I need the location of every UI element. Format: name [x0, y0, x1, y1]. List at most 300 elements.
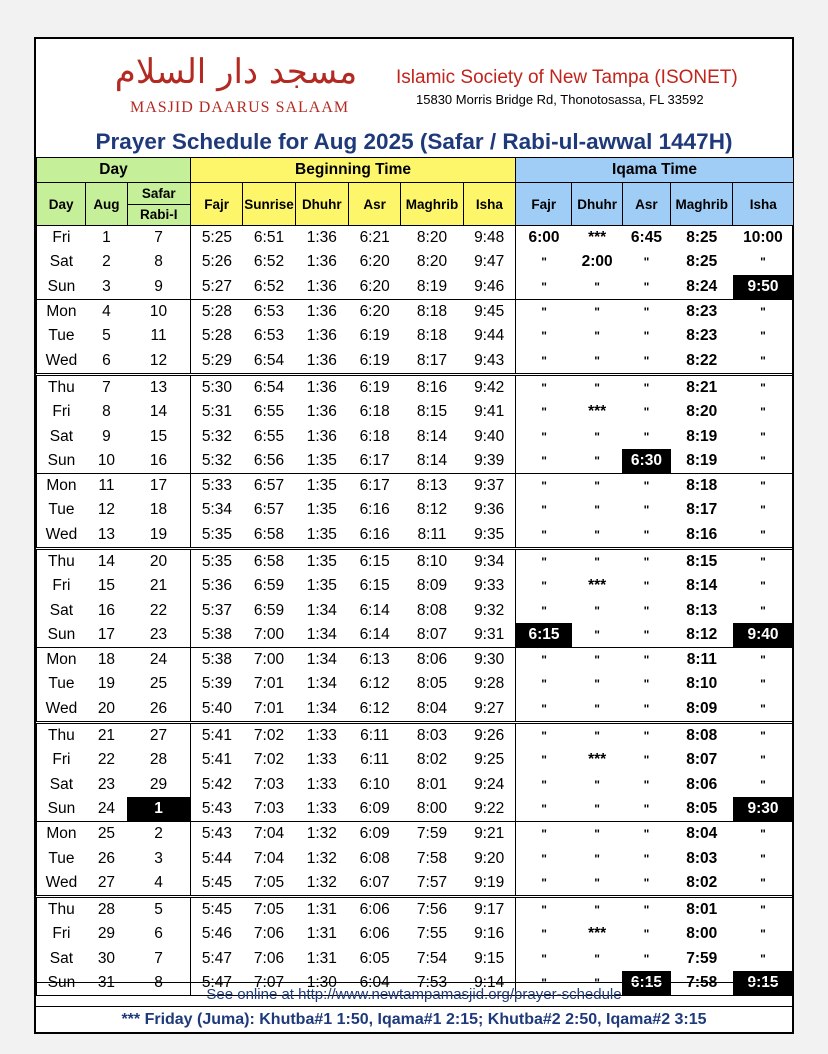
table-row: [37, 449, 794, 474]
cell-begin-asr: 6:18: [359, 427, 390, 445]
table-row: [37, 299, 794, 324]
cell-hijri: 9: [127, 275, 190, 300]
cell-begin-sunrise: 7:00: [243, 648, 295, 673]
cell-begin-maghrib: 7:54: [416, 949, 448, 967]
cell-begin-sunrise: 7:01: [253, 699, 285, 717]
cell-begin-fajr: 5:38: [190, 648, 242, 673]
cell-day: Sun: [37, 971, 86, 996]
col-begin-isha: Isha: [463, 183, 515, 226]
cell-iqama-maghrib: 8:08: [671, 722, 733, 748]
cell-begin-isha: 9:35: [463, 523, 515, 549]
cell-iqama-fajr: 6:00: [528, 229, 560, 247]
cell-iqama-isha: 10:00: [733, 226, 794, 251]
cell-iqama-asr: 6:15: [622, 971, 670, 996]
cell-begin-fajr: 5:32: [201, 427, 232, 445]
cell-iqama-isha: ": [733, 424, 794, 448]
cell-aug: 4: [86, 299, 127, 324]
cell-iqama-dhuhr: ": [572, 897, 622, 923]
cell-iqama-asr: ": [622, 473, 670, 498]
cell-begin-asr: 6:16: [359, 501, 390, 519]
cell-iqama-isha: ": [733, 574, 794, 598]
cell-begin-dhuhr: 1:35: [295, 449, 348, 474]
cell-begin-sunrise: 7:05: [243, 897, 295, 923]
cell-begin-maghrib: 8:18: [401, 299, 463, 324]
cell-iqama-fajr: ": [541, 503, 547, 518]
cell-begin-sunrise: 7:03: [243, 797, 295, 822]
cell-day: Sat: [37, 773, 86, 797]
table-row: [37, 897, 794, 923]
cell-iqama-maghrib: 8:20: [686, 403, 718, 421]
cell-day: Fri: [37, 226, 86, 251]
cell-iqama-asr: ": [622, 897, 670, 923]
cell-aug: 31: [86, 971, 127, 996]
col-begin-sunrise: Sunrise: [243, 183, 295, 226]
cell-iqama-dhuhr: ": [572, 971, 622, 996]
table-row: [37, 947, 794, 971]
cell-iqama-fajr: ": [541, 677, 547, 692]
cell-iqama-maghrib: 8:03: [686, 849, 718, 867]
cell-iqama-fajr: ": [516, 548, 572, 574]
cell-iqama-dhuhr: ": [572, 374, 622, 400]
cell-hijri: 15: [127, 424, 190, 448]
cell-hijri: 19: [127, 523, 190, 549]
cell-aug: 28: [86, 897, 127, 923]
cell-begin-maghrib: 8:14: [401, 449, 463, 474]
logo-english-name: MASJID DAARUS SALAAM: [130, 99, 350, 116]
cell-aug: 10: [86, 449, 127, 474]
cell-iqama-maghrib: 8:25: [686, 253, 718, 271]
cell-begin-maghrib: 8:11: [417, 525, 447, 543]
cell-begin-asr: 6:20: [348, 275, 400, 300]
cell-begin-isha: 9:37: [463, 473, 515, 498]
cell-begin-dhuhr: 1:36: [306, 253, 337, 271]
cell-aug: 19: [97, 675, 116, 693]
cell-iqama-maghrib: 8:19: [686, 427, 718, 445]
cell-iqama-dhuhr: ": [594, 503, 600, 518]
cell-day: Sun: [37, 623, 86, 648]
cell-begin-sunrise: 6:58: [243, 548, 295, 574]
cell-hijri: 8: [127, 250, 190, 274]
cell-iqama-dhuhr: ": [572, 797, 622, 822]
cell-aug: 24: [86, 797, 127, 822]
table-row: [37, 498, 794, 522]
cell-iqama-dhuhr: ": [594, 353, 600, 368]
cell-iqama-asr: ": [643, 255, 650, 270]
cell-iqama-fajr: ": [541, 329, 547, 344]
cell-iqama-asr: ": [622, 722, 670, 748]
cell-begin-sunrise: 6:51: [253, 229, 285, 247]
cell-aug: 9: [102, 427, 111, 445]
cell-begin-dhuhr: 1:35: [295, 473, 348, 498]
cell-begin-sunrise: 7:06: [253, 949, 285, 967]
table-row: [37, 846, 794, 870]
cell-hijri: 7: [127, 947, 190, 971]
table-row: [37, 348, 794, 374]
cell-hijri: 1: [127, 797, 190, 822]
cell-aug: 12: [97, 501, 116, 519]
cell-begin-asr: 6:14: [359, 601, 390, 619]
beginning-time-header: Beginning Time: [190, 158, 515, 183]
cell-hijri: 23: [127, 623, 190, 648]
cell-aug: 15: [97, 577, 116, 595]
table-row: [37, 697, 794, 723]
organization-address: 15830 Morris Bridge Rd, Thonotosassa, FL 33592: [416, 92, 704, 107]
cell-hijri: 3: [127, 846, 190, 870]
cell-begin-asr: 6:11: [360, 751, 390, 769]
cell-iqama-dhuhr: ": [594, 527, 600, 542]
cell-begin-asr: 6:06: [359, 925, 390, 943]
col-hijri-safar: Safar: [128, 184, 190, 205]
cell-day: Thu: [37, 897, 86, 923]
cell-iqama-isha: ": [733, 846, 794, 870]
cell-iqama-fajr: ": [541, 753, 547, 768]
cell-begin-dhuhr: 1:33: [306, 751, 337, 769]
cell-begin-asr: 6:16: [359, 525, 390, 543]
cell-day: Thu: [37, 548, 86, 574]
cell-hijri: 22: [127, 598, 190, 622]
cell-begin-fajr: 5:32: [190, 449, 242, 474]
cell-iqama-dhuhr: ": [594, 777, 600, 792]
cell-begin-maghrib: 8:15: [416, 403, 448, 421]
cell-iqama-asr: ": [643, 527, 650, 542]
cell-day: Sat: [37, 424, 86, 448]
cell-day: Sun: [37, 797, 86, 822]
cell-iqama-isha: ": [733, 922, 794, 946]
col-iqama-isha: Isha: [733, 183, 794, 226]
cell-iqama-asr: ": [643, 777, 650, 792]
cell-begin-sunrise: 6:57: [253, 501, 285, 519]
cell-day: Fri: [37, 748, 86, 772]
cell-iqama-dhuhr: ": [572, 822, 622, 847]
cell-begin-fajr: 5:26: [201, 253, 232, 271]
table-row: [37, 623, 794, 648]
cell-iqama-fajr: 6:15: [516, 623, 572, 648]
cell-begin-maghrib: 8:10: [401, 548, 463, 574]
cell-begin-asr: 6:09: [348, 797, 400, 822]
cell-iqama-isha: ": [733, 697, 794, 723]
cell-begin-fajr: 5:38: [190, 623, 242, 648]
cell-hijri: 25: [127, 672, 190, 696]
cell-begin-asr: 6:04: [348, 971, 400, 996]
cell-begin-dhuhr: 1:34: [306, 675, 337, 693]
iqama-time-header: Iqama Time: [516, 158, 794, 183]
cell-iqama-isha: ": [733, 548, 794, 574]
cell-iqama-isha: ": [733, 773, 794, 797]
cell-begin-dhuhr: 1:36: [295, 374, 348, 400]
cell-day: Wed: [37, 697, 86, 723]
cell-day: Sun: [37, 449, 86, 474]
cell-begin-dhuhr: 1:33: [306, 775, 337, 793]
cell-hijri: 4: [127, 871, 190, 897]
cell-begin-dhuhr: 1:36: [295, 275, 348, 300]
cell-begin-isha: 9:27: [463, 697, 515, 723]
cell-begin-dhuhr: 1:31: [306, 925, 337, 943]
cell-aug: 18: [86, 648, 127, 673]
cell-begin-sunrise: 7:03: [253, 775, 285, 793]
cell-iqama-maghrib: 8:10: [686, 675, 718, 693]
cell-begin-maghrib: 7:55: [416, 925, 448, 943]
cell-begin-fajr: 5:29: [201, 351, 232, 369]
table-row: [37, 672, 794, 696]
cell-begin-asr: 6:18: [359, 403, 390, 421]
cell-begin-sunrise: 7:01: [253, 675, 285, 693]
cell-iqama-isha: ": [733, 400, 794, 424]
cell-iqama-maghrib: 8:21: [671, 374, 733, 400]
cell-begin-sunrise: 6:59: [253, 577, 285, 595]
cell-begin-dhuhr: 1:36: [306, 403, 337, 421]
cell-iqama-asr: ": [643, 353, 650, 368]
cell-iqama-dhuhr: ": [572, 299, 622, 324]
col-begin-fajr: Fajr: [190, 183, 242, 226]
cell-iqama-isha: 9:50: [733, 275, 794, 300]
cell-begin-maghrib: 8:12: [416, 501, 448, 519]
cell-begin-fajr: 5:41: [190, 722, 242, 748]
cell-aug: 30: [97, 949, 116, 967]
cell-aug: 7: [86, 374, 127, 400]
cell-iqama-dhuhr: ": [594, 677, 600, 692]
cell-aug: 17: [86, 623, 127, 648]
cell-begin-asr: 6:19: [359, 327, 390, 345]
cell-iqama-asr: ": [643, 875, 650, 890]
cell-hijri: 29: [127, 773, 190, 797]
cell-begin-isha: 9:19: [463, 871, 515, 897]
cell-hijri: 17: [127, 473, 190, 498]
cell-begin-maghrib: 8:19: [401, 275, 463, 300]
cell-iqama-maghrib: 8:25: [686, 229, 718, 247]
cell-aug: 25: [86, 822, 127, 847]
cell-iqama-dhuhr: ***: [588, 751, 607, 769]
schedule-title: Prayer Schedule for Aug 2025 (Safar / Rabi-ul-awwal 1447H): [95, 129, 733, 154]
table-row: [37, 473, 794, 498]
cell-begin-sunrise: 7:04: [243, 822, 295, 847]
cell-begin-maghrib: 7:58: [416, 849, 448, 867]
col-begin-maghrib: Maghrib: [401, 183, 463, 226]
cell-begin-sunrise: 6:52: [253, 253, 285, 271]
cell-iqama-fajr: ": [516, 971, 572, 996]
cell-iqama-isha: ": [733, 648, 794, 673]
cell-begin-fajr: 5:36: [201, 577, 232, 595]
cell-iqama-isha: 9:40: [733, 623, 794, 648]
cell-iqama-isha: ": [733, 498, 794, 522]
cell-begin-fajr: 5:35: [190, 548, 242, 574]
cell-begin-sunrise: 6:54: [253, 351, 285, 369]
cell-begin-isha: 9:46: [463, 275, 515, 300]
cell-iqama-asr: ": [622, 797, 670, 822]
cell-iqama-isha: ": [733, 449, 794, 474]
cell-hijri: 21: [127, 574, 190, 598]
cell-begin-asr: 6:17: [348, 473, 400, 498]
cell-hijri: 18: [127, 498, 190, 522]
cell-iqama-isha: ": [733, 348, 794, 374]
cell-begin-asr: 6:12: [359, 675, 390, 693]
cell-begin-sunrise: 6:52: [243, 275, 295, 300]
cell-begin-sunrise: 7:00: [243, 623, 295, 648]
cell-iqama-asr: ": [643, 753, 650, 768]
cell-begin-dhuhr: 1:35: [295, 548, 348, 574]
cell-begin-fajr: 5:42: [201, 775, 232, 793]
cell-iqama-maghrib: 8:16: [686, 525, 718, 543]
cell-begin-fajr: 5:45: [190, 897, 242, 923]
cell-iqama-maghrib: 8:05: [671, 797, 733, 822]
cell-aug: 6: [102, 351, 111, 369]
cell-iqama-asr: ": [643, 503, 650, 518]
cell-begin-sunrise: 6:58: [253, 525, 285, 543]
cell-begin-maghrib: 8:20: [416, 229, 448, 247]
cell-iqama-isha: ": [733, 871, 794, 897]
cell-iqama-asr: ": [622, 299, 670, 324]
cell-iqama-fajr: ": [516, 822, 572, 847]
cell-begin-dhuhr: 1:35: [306, 501, 337, 519]
cell-iqama-dhuhr: ***: [588, 577, 607, 595]
cell-begin-sunrise: 7:04: [253, 849, 285, 867]
cell-begin-maghrib: 7:56: [401, 897, 463, 923]
cell-begin-maghrib: 8:16: [401, 374, 463, 400]
cell-begin-dhuhr: 1:34: [295, 623, 348, 648]
cell-begin-maghrib: 8:07: [401, 623, 463, 648]
col-aug: Aug: [86, 183, 127, 226]
online-link-note: See online at http://www.newtampamasjid.org/prayer-schedule: [36, 982, 792, 1007]
cell-begin-isha: 9:20: [463, 846, 515, 870]
cell-hijri: 26: [127, 697, 190, 723]
cell-aug: 23: [97, 775, 116, 793]
cell-iqama-isha: ": [733, 598, 794, 622]
cell-iqama-isha: ": [733, 473, 794, 498]
cell-hijri: 13: [127, 374, 190, 400]
cell-iqama-isha: ": [733, 897, 794, 923]
cell-iqama-asr: ": [622, 822, 670, 847]
cell-iqama-maghrib: 8:23: [671, 299, 733, 324]
header: [36, 39, 792, 154]
cell-begin-fajr: 5:27: [190, 275, 242, 300]
cell-iqama-fajr: ": [541, 405, 547, 420]
cell-iqama-fajr: ": [541, 701, 547, 716]
cell-iqama-dhuhr: ": [594, 603, 600, 618]
cell-iqama-fajr: ": [541, 777, 547, 792]
cell-begin-sunrise: 6:54: [243, 374, 295, 400]
col-iqama-asr: Asr: [622, 183, 670, 226]
cell-day: Sat: [37, 250, 86, 274]
schedule-rows: [37, 226, 794, 996]
table-row: [37, 822, 794, 847]
cell-aug: 2: [102, 253, 111, 271]
cell-begin-dhuhr: 1:34: [306, 699, 337, 717]
cell-begin-isha: 9:47: [463, 250, 515, 274]
cell-begin-dhuhr: 1:34: [306, 601, 337, 619]
table-row: [37, 226, 794, 251]
cell-iqama-asr: 6:30: [622, 449, 670, 474]
cell-iqama-isha: ": [733, 722, 794, 748]
cell-iqama-dhuhr: ": [572, 548, 622, 574]
table-row: [37, 922, 794, 946]
cell-begin-asr: 6:20: [348, 299, 400, 324]
cell-begin-isha: 9:17: [463, 897, 515, 923]
cell-begin-fajr: 5:39: [201, 675, 232, 693]
cell-day: Fri: [37, 922, 86, 946]
cell-begin-sunrise: 7:06: [253, 925, 285, 943]
cell-begin-isha: 9:42: [463, 374, 515, 400]
cell-aug: 26: [97, 849, 116, 867]
col-hijri: [127, 183, 190, 226]
cell-iqama-maghrib: 8:02: [686, 873, 718, 891]
prayer-times-table: [36, 157, 794, 996]
cell-iqama-maghrib: 8:23: [686, 327, 718, 345]
prayer-schedule-sheet: [34, 37, 794, 1034]
cell-begin-asr: 6:20: [359, 253, 390, 271]
cell-begin-sunrise: 7:07: [243, 971, 295, 996]
cell-iqama-asr: ": [643, 603, 650, 618]
cell-day: Mon: [37, 473, 86, 498]
cell-iqama-fajr: ": [541, 603, 547, 618]
cell-hijri: 20: [127, 548, 190, 574]
cell-begin-asr: 6:19: [359, 351, 390, 369]
cell-iqama-isha: 9:30: [733, 797, 794, 822]
cell-begin-maghrib: 8:02: [416, 751, 448, 769]
cell-iqama-isha: ": [733, 947, 794, 971]
cell-begin-fajr: 5:47: [201, 949, 232, 967]
cell-day: Thu: [37, 374, 86, 400]
cell-iqama-dhuhr: ": [594, 875, 600, 890]
cell-iqama-dhuhr: ": [572, 275, 622, 300]
cell-begin-sunrise: 6:57: [243, 473, 295, 498]
cell-hijri: 7: [127, 226, 190, 251]
cell-iqama-fajr: ": [541, 875, 547, 890]
cell-hijri: 14: [127, 400, 190, 424]
cell-iqama-isha: ": [733, 822, 794, 847]
cell-begin-fajr: 5:25: [201, 229, 232, 247]
cell-iqama-dhuhr: ***: [588, 925, 607, 943]
cell-begin-asr: 6:12: [359, 699, 390, 717]
cell-aug: 1: [102, 229, 111, 247]
cell-iqama-maghrib: 7:59: [686, 949, 718, 967]
cell-begin-isha: 9:25: [463, 748, 515, 772]
day-group-header: Day: [37, 158, 191, 183]
cell-day: Wed: [37, 348, 86, 374]
cell-aug: 13: [97, 525, 116, 543]
cell-iqama-maghrib: 8:11: [671, 648, 733, 673]
cell-begin-fajr: 5:33: [190, 473, 242, 498]
col-iqama-fajr: Fajr: [516, 183, 572, 226]
cell-begin-dhuhr: 1:36: [306, 351, 337, 369]
cell-begin-sunrise: 7:02: [243, 722, 295, 748]
cell-iqama-fajr: ": [541, 927, 547, 942]
cell-iqama-dhuhr: ***: [588, 229, 607, 247]
cell-iqama-asr: ": [643, 951, 650, 966]
cell-iqama-isha: ": [733, 299, 794, 324]
cell-begin-maghrib: 7:57: [416, 873, 448, 891]
arabic-calligraphy-logo: [114, 47, 358, 93]
cell-begin-asr: 6:15: [348, 548, 400, 574]
cell-begin-sunrise: 6:55: [253, 427, 285, 445]
cell-begin-asr: 6:06: [348, 897, 400, 923]
masjid-logo: [114, 47, 358, 119]
cell-begin-dhuhr: 1:32: [306, 873, 337, 891]
cell-iqama-fajr: ": [541, 527, 547, 542]
cell-iqama-maghrib: 8:18: [671, 473, 733, 498]
cell-begin-dhuhr: 1:31: [306, 949, 337, 967]
cell-aug: 21: [86, 722, 127, 748]
cell-iqama-maghrib: 7:58: [671, 971, 733, 996]
cell-iqama-fajr: ": [516, 797, 572, 822]
cell-iqama-maghrib: 8:19: [671, 449, 733, 474]
cell-begin-fajr: 5:41: [201, 751, 232, 769]
cell-iqama-fajr: ": [516, 374, 572, 400]
cell-begin-fajr: 5:35: [201, 525, 232, 543]
cell-begin-asr: 6:14: [348, 623, 400, 648]
cell-begin-dhuhr: 1:30: [295, 971, 348, 996]
cell-hijri: 24: [127, 648, 190, 673]
cell-begin-asr: 6:21: [359, 229, 390, 247]
cell-begin-dhuhr: 1:36: [306, 229, 337, 247]
